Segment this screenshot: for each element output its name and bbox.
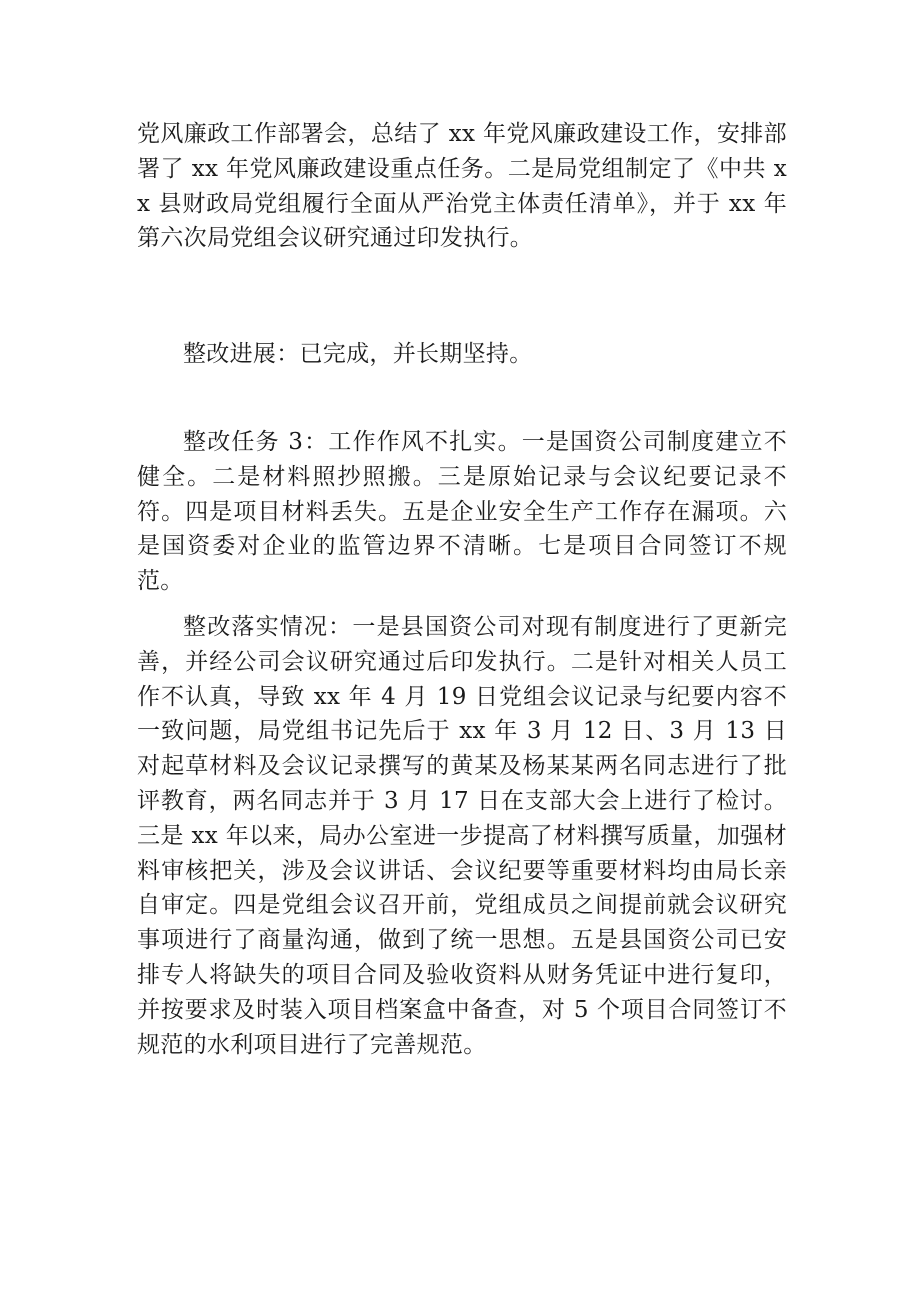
paragraph-rectification-progress: 整改进展：已完成，并长期坚持。: [183, 341, 533, 367]
paragraph-continuation: 党风廉政工作部署会，总结了 xx 年党风廉政建设工作，安排部署了 xx 年党风廉政建设重点任务。二是局党组制定了《中共 xx 县财政局党组履行全面从严治党主体责任清单》，并于 xx 年第六次局党组会议研究通过印发执行。: [137, 121, 787, 252]
paragraph-implementation-status: 整改落实情况：一是县国资公司对现有制度进行了更新完善，并经公司会议研究通过后印发执行。二是针对相关人员工作不认真，导致 xx 年 4 月 19 日党组会议记录与纪要内容不一致问题，局党组书记先后于 xx 年 3 月 12 日、3 月 13 日对起草材料及会议记录撰写的黄某及杨某某两名同志进行了批评教育，两名同志并于 3 月 17 日在支部大会上进行了检讨。三是 xx 年以来，局办公室进一步提高了材料撰写质量，加强材料审核把关，涉及会议讲话、会议纪要等重要材料均由局长亲自审定。四是党组会议召开前，党组成员之间提前就会议研究事项进行了商量沟通，做到了统一思想。五是县国资公司已安排专人将缺失的项目合同及验收资料从财务凭证中进行复印，并按要求及时装入项目档案盒中备查，对 5 个项目合同签订不规范的水利项目进行了完善规范。: [137, 614, 787, 1058]
paragraph-rectification-task-3: 整改任务 3：工作作风不扎实。一是国资公司制度建立不健全。二是材料照抄照搬。三是原始记录与会议纪要记录不符。四是项目材料丢失。五是企业安全生产工作存在漏项。六是国资委对企业的监管边界不清晰。七是项目合同签订不规范。: [137, 429, 787, 595]
